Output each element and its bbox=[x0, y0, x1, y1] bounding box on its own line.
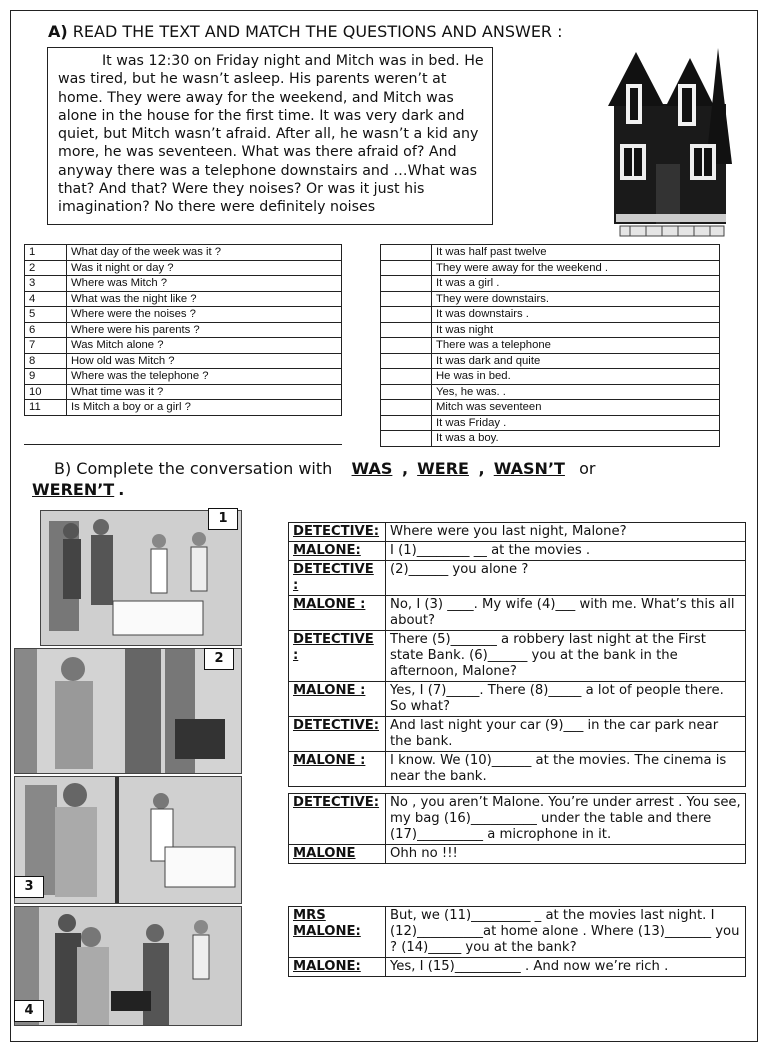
answer-text: There was a telephone bbox=[432, 338, 720, 354]
speaker-label: MALONE: bbox=[289, 958, 386, 977]
question-number: 7 bbox=[25, 338, 67, 354]
dialogue-line: I (1)________ __ at the movies . bbox=[386, 542, 746, 561]
answer-row bbox=[381, 384, 720, 400]
answers-table bbox=[380, 244, 720, 447]
haunted-house-illustration bbox=[606, 44, 736, 244]
dialogue-row bbox=[289, 958, 746, 977]
dialogue-line: Yes, I (15)__________ . And now we’re rich . bbox=[386, 958, 746, 977]
question-row bbox=[25, 353, 342, 369]
picture-number-1: 1 bbox=[208, 508, 238, 530]
dialogue-table-3 bbox=[288, 906, 746, 977]
dialogue-line: No, I (3) ____. My wife (4)___ with me. What’s this all about? bbox=[386, 596, 746, 631]
question-row bbox=[25, 338, 342, 354]
question-text: What was the night like ? bbox=[67, 291, 342, 307]
answer-text: They were downstairs. bbox=[432, 291, 720, 307]
question-text: Was it night or day ? bbox=[67, 260, 342, 276]
question-number: 8 bbox=[25, 353, 67, 369]
picture-1 bbox=[40, 510, 242, 646]
question-row bbox=[25, 322, 342, 338]
answer-blank-cell[interactable] bbox=[381, 431, 432, 447]
speaker-label: MALONE : bbox=[289, 596, 386, 631]
answer-text: It was night bbox=[432, 322, 720, 338]
picture-number-3: 3 bbox=[14, 876, 44, 898]
dialogue-line: (2)______ you alone ? bbox=[386, 561, 746, 596]
answer-text: It was dark and quite bbox=[432, 353, 720, 369]
speaker-label: DETECTIVE: bbox=[289, 794, 386, 845]
speaker-label: MRS MALONE: bbox=[289, 907, 386, 958]
title-period: . bbox=[118, 480, 125, 499]
dialogue-row bbox=[289, 631, 746, 682]
story-text-box bbox=[47, 47, 493, 225]
dialogue-row bbox=[289, 682, 746, 717]
question-number: 9 bbox=[25, 369, 67, 385]
question-row bbox=[25, 307, 342, 323]
answer-text: It was a girl . bbox=[432, 276, 720, 292]
dialogue-row bbox=[289, 561, 746, 596]
question-number: 4 bbox=[25, 291, 67, 307]
answer-row bbox=[381, 400, 720, 416]
speaker-label: MALONE : bbox=[289, 682, 386, 717]
picture-3-illustration bbox=[15, 777, 241, 903]
answer-row bbox=[381, 276, 720, 292]
dialogue-row bbox=[289, 752, 746, 787]
dialogue-row bbox=[289, 596, 746, 631]
answer-text: It was Friday . bbox=[432, 415, 720, 431]
dialogue-row bbox=[289, 845, 746, 864]
answer-row bbox=[381, 431, 720, 447]
answer-row bbox=[381, 291, 720, 307]
answer-row bbox=[381, 369, 720, 385]
question-text: What time was it ? bbox=[67, 384, 342, 400]
answer-text: He was in bed. bbox=[432, 369, 720, 385]
question-number: 2 bbox=[25, 260, 67, 276]
picture-number-4: 4 bbox=[14, 1000, 44, 1022]
speaker-label: MALONE bbox=[289, 845, 386, 864]
dialogue-line: I know. We (10)______ at the movies. The cinema is near the bank. bbox=[386, 752, 746, 787]
story-text: It was 12:30 on Friday night and Mitch was in bed. He was tired, but he wasn’t asleep. His parents weren’t at home. They were away for the weekend, and Mitch was alone in the house for the first time. It was very dark and quiet, but Mitch wasn’t afraid. After all, he wasn’t a kid any more, he was seventeen. What was there afraid of? And anyway there was a telephone downstairs and …What was that? And that? Were they noises? Or was it just his imagination? No there were definitely noises bbox=[58, 53, 484, 216]
dialogue-line: No , you aren’t Malone. You’re under arrest . You see, my bag (16)__________ under the table and there (17)__________ a microphone in it. bbox=[386, 794, 746, 845]
answer-row bbox=[381, 307, 720, 323]
question-number: 5 bbox=[25, 307, 67, 323]
question-row bbox=[25, 276, 342, 292]
question-row bbox=[25, 400, 342, 416]
answer-blank-cell[interactable] bbox=[381, 260, 432, 276]
question-row bbox=[25, 384, 342, 400]
question-text: What day of the week was it ? bbox=[67, 245, 342, 261]
answer-row bbox=[381, 415, 720, 431]
question-text: Where were the noises ? bbox=[67, 307, 342, 323]
word-were: WERE bbox=[417, 459, 469, 478]
answer-text: They were away for the weekend . bbox=[432, 260, 720, 276]
speaker-label: DETECTIVE: bbox=[289, 717, 386, 752]
answer-blank-cell[interactable] bbox=[381, 415, 432, 431]
answer-blank-cell[interactable] bbox=[381, 245, 432, 261]
dialogue-row bbox=[289, 523, 746, 542]
word-or: or bbox=[579, 459, 596, 478]
section-a-title bbox=[48, 22, 563, 41]
answer-blank-cell[interactable] bbox=[381, 307, 432, 323]
dialogue-table-1 bbox=[288, 522, 746, 787]
answer-row bbox=[381, 245, 720, 261]
speaker-label: DETECTIVE : bbox=[289, 561, 386, 596]
question-text: Where was the telephone ? bbox=[67, 369, 342, 385]
picture-number-2: 2 bbox=[204, 648, 234, 670]
comma-1: , bbox=[396, 459, 409, 478]
dialogue-row bbox=[289, 907, 746, 958]
section-a-letter: A) bbox=[48, 22, 68, 41]
section-b-instruction: B) Complete the conversation with bbox=[54, 459, 333, 478]
question-row bbox=[25, 291, 342, 307]
answer-blank-cell[interactable] bbox=[381, 276, 432, 292]
word-werent: WEREN’T bbox=[32, 480, 115, 499]
speaker-label: MALONE: bbox=[289, 542, 386, 561]
picture-4 bbox=[14, 906, 242, 1026]
section-b-title bbox=[32, 458, 712, 500]
question-text: How old was Mitch ? bbox=[67, 353, 342, 369]
question-row bbox=[25, 245, 342, 261]
dialogue-row bbox=[289, 717, 746, 752]
dialogue-line: Where were you last night, Malone? bbox=[386, 523, 746, 542]
question-number: 3 bbox=[25, 276, 67, 292]
answer-text: Mitch was seventeen bbox=[432, 400, 720, 416]
dialogue-line: Ohh no !!! bbox=[386, 845, 746, 864]
dialogue-line: There (5)_______ a robbery last night at the First state Bank. (6)______ you at the bank in the afternoon, Malone? bbox=[386, 631, 746, 682]
question-number: 6 bbox=[25, 322, 67, 338]
picture-4-illustration bbox=[15, 907, 241, 1025]
answer-blank-cell[interactable] bbox=[381, 322, 432, 338]
question-text: Where were his parents ? bbox=[67, 322, 342, 338]
question-text: Is Mitch a boy or a girl ? bbox=[67, 400, 342, 416]
speaker-label: MALONE : bbox=[289, 752, 386, 787]
question-number: 1 bbox=[25, 245, 67, 261]
answer-row bbox=[381, 338, 720, 354]
dialogue-table-2 bbox=[288, 793, 746, 864]
dialogue-line: But, we (11)_________ _ at the movies last night. I (12)__________at home alone . Where (13)_______ you ? (14)_____ you at the bank? bbox=[386, 907, 746, 958]
picture-3 bbox=[14, 776, 242, 904]
dialogue-row bbox=[289, 794, 746, 845]
answer-text: It was a boy. bbox=[432, 431, 720, 447]
answer-blank-cell[interactable] bbox=[381, 291, 432, 307]
question-row bbox=[25, 369, 342, 385]
answer-row bbox=[381, 322, 720, 338]
answer-blank-cell[interactable] bbox=[381, 384, 432, 400]
speaker-label: DETECTIVE: bbox=[289, 523, 386, 542]
question-number: 11 bbox=[25, 400, 67, 416]
answer-text: It was downstairs . bbox=[432, 307, 720, 323]
answer-text: It was half past twelve bbox=[432, 245, 720, 261]
comma-2: , bbox=[472, 459, 485, 478]
dialogue-row bbox=[289, 542, 746, 561]
question-text: Was Mitch alone ? bbox=[67, 338, 342, 354]
answer-blank-cell[interactable] bbox=[381, 353, 432, 369]
answer-row bbox=[381, 353, 720, 369]
dialogue-line: And last night your car (9)___ in the car park near the bank. bbox=[386, 717, 746, 752]
answer-blank-cell[interactable] bbox=[381, 338, 432, 354]
answer-blank-cell[interactable] bbox=[381, 369, 432, 385]
word-was: WAS bbox=[351, 459, 393, 478]
word-wasnt: WASN’T bbox=[493, 459, 565, 478]
answer-row bbox=[381, 260, 720, 276]
answer-text: Yes, he was. . bbox=[432, 384, 720, 400]
questions-table-underline bbox=[24, 444, 342, 445]
question-text: Where was Mitch ? bbox=[67, 276, 342, 292]
section-a-heading: READ THE TEXT AND MATCH THE QUESTIONS AND ANSWER : bbox=[67, 22, 563, 41]
picture-1-illustration bbox=[41, 511, 241, 645]
speaker-label: DETECTIVE : bbox=[289, 631, 386, 682]
question-number: 10 bbox=[25, 384, 67, 400]
dialogue-line: Yes, I (7)_____. There (8)_____ a lot of people there. So what? bbox=[386, 682, 746, 717]
question-row bbox=[25, 260, 342, 276]
questions-table bbox=[24, 244, 342, 416]
answer-blank-cell[interactable] bbox=[381, 400, 432, 416]
